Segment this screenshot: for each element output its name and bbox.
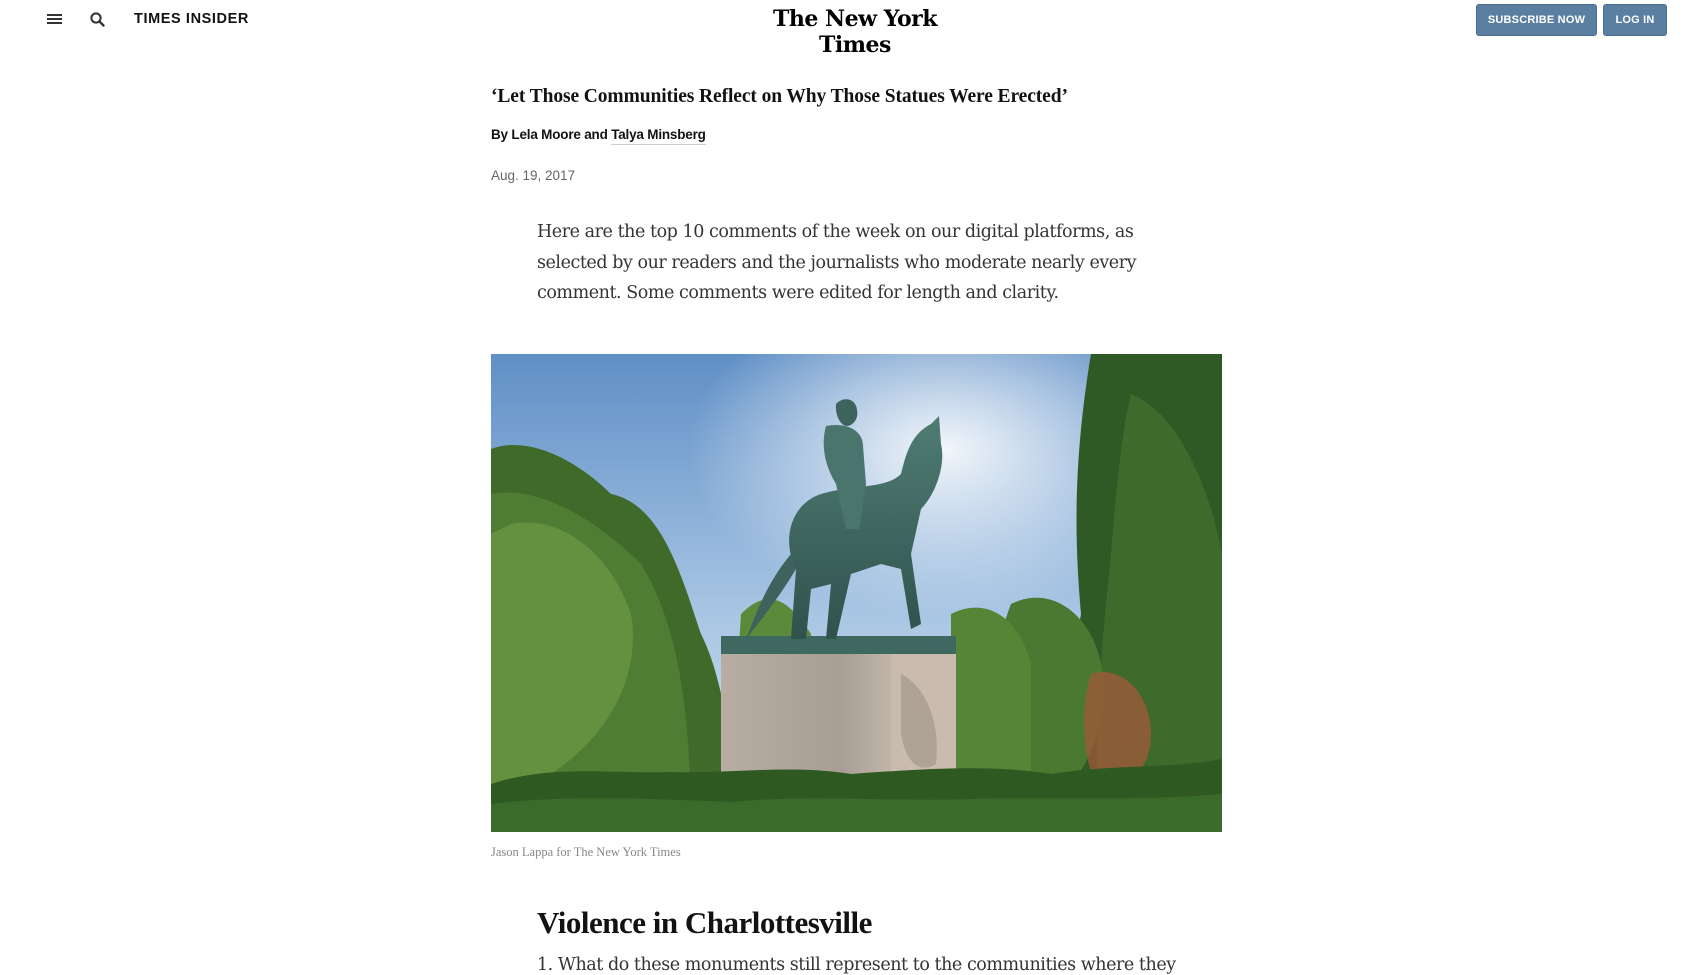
author-link-talya-minsberg[interactable]: Talya Minsberg — [611, 127, 705, 145]
statue-photo — [491, 354, 1222, 832]
byline-joiner: and — [580, 127, 612, 142]
hamburger-menu-icon[interactable] — [46, 12, 64, 28]
byline-prefix: By — [491, 127, 512, 142]
author-lela-moore: Lela Moore — [511, 127, 581, 142]
masthead — [0, 0, 1689, 58]
nyt-logo[interactable]: The New York Times — [772, 6, 938, 58]
log-in-button[interactable]: LOG IN — [1603, 4, 1667, 36]
article-summary: Here are the top 10 comments of the week on our digital platforms, as selected by our readers and the journalists who moderate nearly every comment. Some comments were edited for length and clarity. — [537, 222, 1137, 303]
photo-credit: Jason Lappa for The New York Times — [491, 845, 681, 859]
search-icon[interactable] — [89, 11, 107, 29]
section-link-times-insider[interactable]: TIMES INSIDER — [134, 11, 249, 27]
publish-date: Aug. 19, 2017 — [491, 168, 576, 183]
lead-image — [491, 354, 1222, 832]
byline — [491, 127, 706, 142]
section-heading: Violence in Charlottesville — [537, 905, 872, 940]
article-headline: ‘Let Those Communities Reflect on Why Those Statues Were Erected’ — [491, 86, 1068, 107]
subscribe-now-button[interactable]: SUBSCRIBE NOW — [1476, 4, 1597, 36]
comment-item-1-partial: 1. What do these monuments still represent to the communities where they — [537, 955, 1176, 975]
